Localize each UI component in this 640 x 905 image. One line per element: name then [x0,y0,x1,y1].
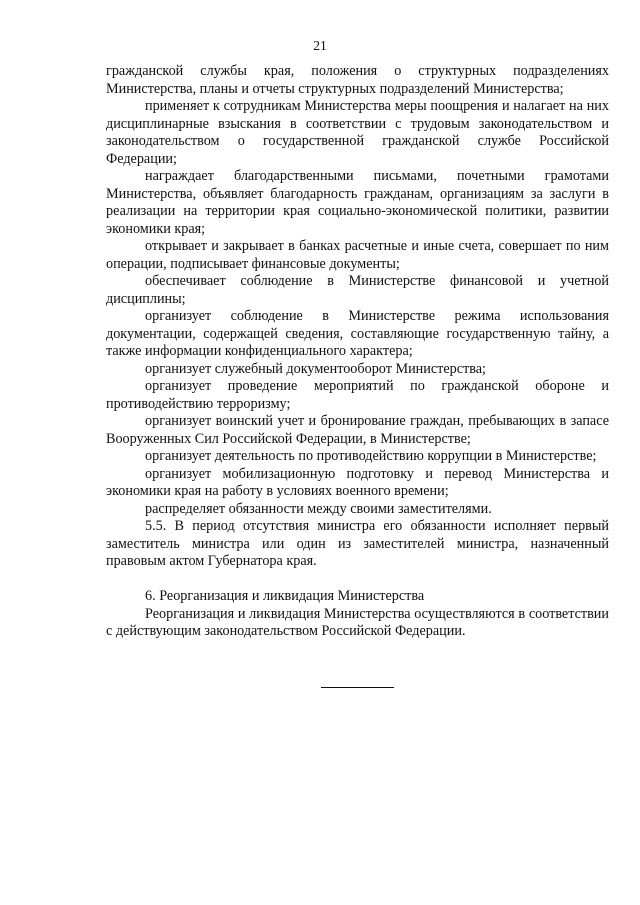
closing-rule [321,687,394,688]
paragraph: открывает и закрывает в банках расчетные и иные счета, совершает по ним операции, подписывает финансовые документы; [106,238,609,272]
page-number: 21 [313,38,327,53]
paragraph: организует соблюдение в Министерстве режима использования документации, содержащей сведения, составляющие государственную тайну, а также информации конфиденциального характера; [106,308,609,359]
paragraph: организует воинский учет и бронирование граждан, пребывающих в запасе Вооруженных Сил Российской Федерации, в Министерстве; [106,413,609,447]
paragraph: обеспечивает соблюдение в Министерстве финансовой и учетной дисциплины; [106,273,609,307]
section-heading: 6. Реорганизация и ликвидация Министерства [145,588,425,604]
paragraph: награждает благодарственными письмами, почетными грамотами Министерства, объявляет благодарность гражданам, организациям за заслуги в реализации на территории края социально-экономической политики, развитии экономики края; [106,168,609,237]
paragraph: организует мобилизационную подготовку и перевод Министерства и экономики края на работу в условиях военного времени; [106,465,609,499]
paragraph: организует проведение мероприятий по гражданской обороне и противодействию терроризму; [106,378,609,412]
paragraph: организует служебный документооборот Министерства; [145,360,486,377]
paragraph: 5.5. В период отсутствия министра его обязанности исполняет первый заместитель министра или один из заместителей министра, назначенный правовым актом Губернатора края. [106,518,609,569]
document-body [106,63,609,641]
paragraph: применяет к сотрудникам Министерства меры поощрения и налагает на них дисциплинарные взыскания в соответствии с трудовым законодательством и законодательством о государственной гражданской службе Российской Федерации; [106,98,609,167]
paragraph: организует деятельность по противодействию коррупции в Министерстве; [145,448,597,464]
paragraph: гражданской службы края, положения о структурных подразделениях Министерства, планы и отчеты структурных подразделений Министерства; [106,63,609,97]
section-paragraph: Реорганизация и ликвидация Министерства осуществляются в соответствии с действующим законодательством Российской Федерации. [106,605,609,639]
paragraph: распределяет обязанности между своими заместителями. [145,500,492,517]
